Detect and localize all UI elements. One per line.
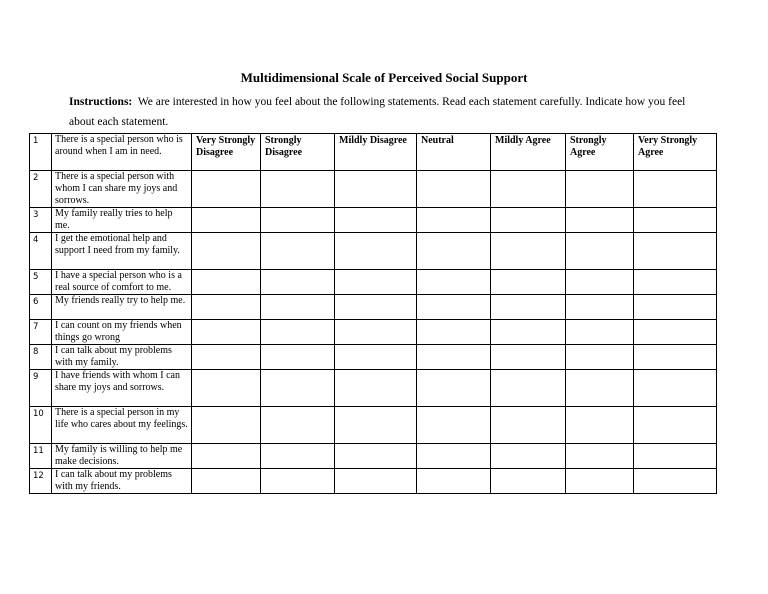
response-cell[interactable] xyxy=(261,233,335,270)
item-number: 3 xyxy=(30,208,52,233)
item-statement: I can count on my friends when things go wrong xyxy=(52,320,192,345)
table-row xyxy=(30,233,717,270)
response-cell[interactable] xyxy=(192,208,261,233)
response-cell[interactable] xyxy=(634,208,717,233)
response-cell[interactable] xyxy=(417,295,491,320)
instructions xyxy=(69,92,709,132)
response-cell[interactable] xyxy=(491,320,566,345)
table-row xyxy=(30,171,717,208)
response-cell[interactable] xyxy=(634,171,717,208)
item-statement: There is a special person in my life who cares about my feelings. xyxy=(52,407,192,444)
table-row xyxy=(30,345,717,370)
item-statement: I have friends with whom I can share my joys and sorrows. xyxy=(52,370,192,407)
response-cell[interactable] xyxy=(491,295,566,320)
response-cell[interactable] xyxy=(192,171,261,208)
response-cell[interactable] xyxy=(566,208,634,233)
response-cell[interactable] xyxy=(566,407,634,444)
response-cell[interactable] xyxy=(261,469,335,494)
response-cell[interactable] xyxy=(192,320,261,345)
item-number: 1 xyxy=(30,134,52,171)
response-cell[interactable] xyxy=(634,407,717,444)
item-statement: My family really tries to help me. xyxy=(52,208,192,233)
item-statement: I can talk about my problems with my friends. xyxy=(52,469,192,494)
item-number: 7 xyxy=(30,320,52,345)
response-cell[interactable] xyxy=(491,208,566,233)
table-row xyxy=(30,320,717,345)
page-title: Multidimensional Scale of Perceived Social Support xyxy=(240,70,528,85)
response-cell[interactable] xyxy=(566,320,634,345)
response-cell[interactable] xyxy=(417,407,491,444)
item-statement: I have a special person who is a real source of comfort to me. xyxy=(52,270,192,295)
response-cell[interactable] xyxy=(335,270,417,295)
item-statement: My family is willing to help me make decisions. xyxy=(52,444,192,469)
response-cell[interactable] xyxy=(417,345,491,370)
response-cell[interactable] xyxy=(417,171,491,208)
table-row xyxy=(30,134,717,171)
response-cell[interactable] xyxy=(261,320,335,345)
response-cell[interactable] xyxy=(634,345,717,370)
response-cell[interactable] xyxy=(192,233,261,270)
item-number: 11 xyxy=(30,444,52,469)
response-cell[interactable] xyxy=(192,345,261,370)
table-row xyxy=(30,407,717,444)
scale-header: Very Strongly Agree xyxy=(634,134,717,171)
scale-header: Strongly Agree xyxy=(566,134,634,171)
response-cell[interactable] xyxy=(566,171,634,208)
response-cell[interactable] xyxy=(566,345,634,370)
response-cell[interactable] xyxy=(335,469,417,494)
table-row xyxy=(30,270,717,295)
response-cell[interactable] xyxy=(634,320,717,345)
response-cell[interactable] xyxy=(634,444,717,469)
response-cell[interactable] xyxy=(634,469,717,494)
table-row xyxy=(30,208,717,233)
item-number: 6 xyxy=(30,295,52,320)
item-statement: There is a special person with whom I can share my joys and sorrows. xyxy=(52,171,192,208)
response-cell[interactable] xyxy=(491,270,566,295)
response-cell[interactable] xyxy=(634,270,717,295)
response-cell[interactable] xyxy=(491,370,566,407)
response-cell[interactable] xyxy=(335,407,417,444)
response-cell[interactable] xyxy=(634,233,717,270)
item-number: 12 xyxy=(30,469,52,494)
response-cell[interactable] xyxy=(261,270,335,295)
scale-header: Mildly Disagree xyxy=(335,134,417,171)
item-statement: I get the emotional help and support I need from my family. xyxy=(52,233,192,270)
item-statement: I can talk about my problems with my family. xyxy=(52,345,192,370)
response-cell[interactable] xyxy=(417,270,491,295)
response-cell[interactable] xyxy=(417,469,491,494)
response-cell[interactable] xyxy=(566,370,634,407)
response-cell[interactable] xyxy=(261,407,335,444)
item-number: 8 xyxy=(30,345,52,370)
response-cell[interactable] xyxy=(417,370,491,407)
response-cell[interactable] xyxy=(491,444,566,469)
item-number: 9 xyxy=(30,370,52,407)
scale-header: Strongly Disagree xyxy=(261,134,335,171)
response-cell[interactable] xyxy=(491,407,566,444)
response-cell[interactable] xyxy=(417,320,491,345)
item-number: 10 xyxy=(30,407,52,444)
response-cell[interactable] xyxy=(634,295,717,320)
response-cell[interactable] xyxy=(261,171,335,208)
scale-header: Neutral xyxy=(417,134,491,171)
table-row xyxy=(30,444,717,469)
response-cell[interactable] xyxy=(491,171,566,208)
response-cell[interactable] xyxy=(566,444,634,469)
response-cell[interactable] xyxy=(335,208,417,233)
response-cell[interactable] xyxy=(417,444,491,469)
response-cell[interactable] xyxy=(335,233,417,270)
response-cell[interactable] xyxy=(335,320,417,345)
response-cell[interactable] xyxy=(261,208,335,233)
item-statement: My friends really try to help me. xyxy=(52,295,192,320)
table-row xyxy=(30,295,717,320)
response-cell[interactable] xyxy=(491,345,566,370)
response-cell[interactable] xyxy=(566,270,634,295)
response-cell[interactable] xyxy=(417,233,491,270)
response-cell[interactable] xyxy=(491,469,566,494)
instructions-text: We are interested in how you feel about the following statements. Read each statement carefully. Indicate how you feel about each statement. xyxy=(69,96,686,128)
table-row xyxy=(30,469,717,494)
response-cell[interactable] xyxy=(192,444,261,469)
response-cell[interactable] xyxy=(566,233,634,270)
response-cell[interactable] xyxy=(566,295,634,320)
response-cell[interactable] xyxy=(634,370,717,407)
response-cell[interactable] xyxy=(566,469,634,494)
scale-header: Very Strongly Disagree xyxy=(192,134,261,171)
response-cell[interactable] xyxy=(192,469,261,494)
response-cell[interactable] xyxy=(192,270,261,295)
response-cell[interactable] xyxy=(491,233,566,270)
response-cell[interactable] xyxy=(335,171,417,208)
table-row xyxy=(30,370,717,407)
item-number: 5 xyxy=(30,270,52,295)
item-number: 2 xyxy=(30,171,52,208)
response-cell[interactable] xyxy=(261,444,335,469)
instructions-label: Instructions: xyxy=(69,96,133,108)
response-cell[interactable] xyxy=(261,295,335,320)
response-cell[interactable] xyxy=(192,295,261,320)
response-cell[interactable] xyxy=(192,407,261,444)
response-cell[interactable] xyxy=(335,370,417,407)
response-cell[interactable] xyxy=(192,370,261,407)
scale-header: Mildly Agree xyxy=(491,134,566,171)
response-cell[interactable] xyxy=(417,208,491,233)
survey-table xyxy=(29,133,717,494)
response-cell[interactable] xyxy=(335,295,417,320)
response-cell[interactable] xyxy=(335,345,417,370)
response-cell[interactable] xyxy=(335,444,417,469)
response-cell[interactable] xyxy=(261,370,335,407)
item-number: 4 xyxy=(30,233,52,270)
response-cell[interactable] xyxy=(261,345,335,370)
item-statement: There is a special person who is around when I am in need. xyxy=(52,134,192,171)
